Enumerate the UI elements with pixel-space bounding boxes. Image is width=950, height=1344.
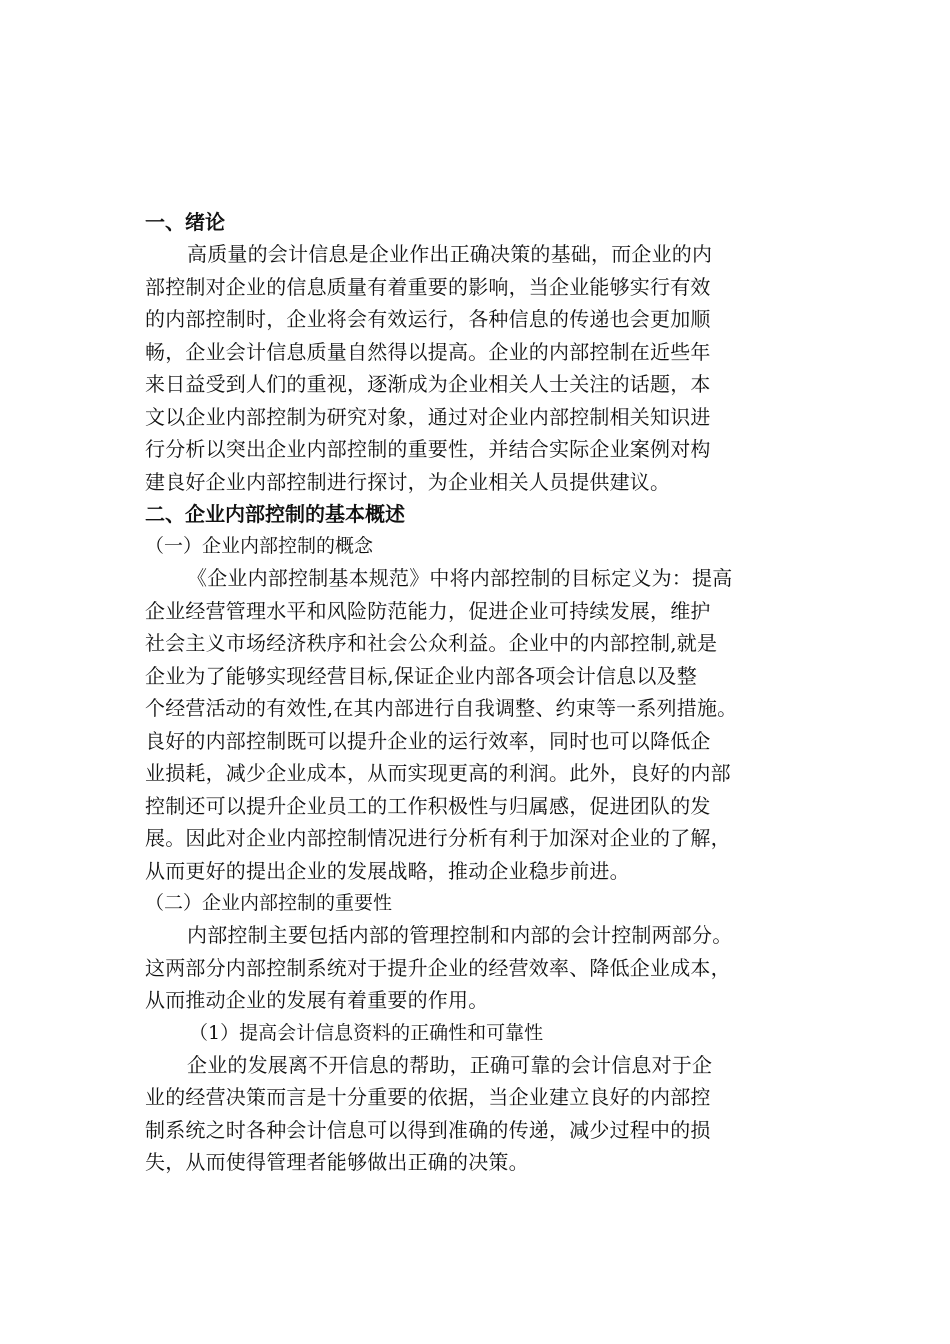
- document-body: [145, 206, 785, 1179]
- section-heading-introduction: 一、绪论: [145, 210, 225, 234]
- paragraph-line: 控制还可以提升企业员工的工作积极性与归属感，促进团队的发: [145, 793, 711, 818]
- importance-paragraph: [145, 919, 785, 1017]
- paragraph-line: 企业经营管理水平和风险防范能力，促进企业可持续发展，维护: [145, 598, 711, 623]
- paragraph-line: 业的经营决策而言是十分重要的依据，当企业建立良好的内部控: [145, 1085, 711, 1109]
- paragraph-line: 部控制对企业的信息质量有着重要的影响，当企业能够实行有效: [145, 274, 711, 299]
- paragraph-line: 从而推动企业的发展有着重要的作用。: [145, 988, 489, 1012]
- paragraph-line: 失，从而使得管理者能够做出正确的决策。: [145, 1150, 529, 1174]
- concept-paragraph: [145, 562, 785, 887]
- paragraph-line: 社会主义市场经济秩序和社会公众利益。企业中的内部控制,就是: [145, 631, 718, 655]
- paragraph-line: 行分析以突出企业内部控制的重要性，并结合实际企业案例对构: [145, 437, 711, 461]
- item-heading-accuracy: （1）提高会计信息资料的正确性和可靠性: [189, 1021, 544, 1044]
- paragraph-line: 从而更好的提出企业的发展战略，推动企业稳步前进。: [145, 858, 630, 883]
- paragraph-line: 建良好企业内部控制进行探讨，为企业相关人员提供建议。: [145, 469, 671, 494]
- paragraph-line: 业损耗，减少企业成本，从而实现更高的利润。此外，良好的内部: [145, 761, 731, 785]
- subsection-heading-concept: （一）企业内部控制的概念: [145, 535, 374, 557]
- subsection-heading-importance: （二）企业内部控制的重要性: [145, 892, 393, 914]
- paragraph-line: 企业的发展离不开信息的帮助，正确可靠的会计信息对于企: [187, 1052, 713, 1077]
- paragraph-line: 来日益受到人们的重视，逐渐成为企业相关人士关注的话题，本: [145, 372, 711, 396]
- paragraph-line: 内部控制主要包括内部的管理控制和内部的会计控制两部分。: [187, 923, 733, 947]
- introduction-paragraph: [145, 238, 785, 498]
- paragraph-line: 良好的内部控制既可以提升企业的运行效率，同时也可以降低企: [145, 728, 711, 753]
- paragraph-line: 这两部分内部控制系统对于提升企业的经营效率、降低企业成本，: [145, 955, 731, 980]
- paragraph-line: 文以企业内部控制为研究对象，通过对企业内部控制相关知识进: [145, 404, 711, 429]
- paragraph-line: 展。因此对企业内部控制情况进行分析有利于加深对企业的了解，: [145, 826, 731, 850]
- paragraph-line: 个经营活动的有效性,在其内部进行自我调整、约束等一系列措施。: [145, 696, 738, 720]
- paragraph-line: 企业为了能够实现经营目标,保证企业内部各项会计信息以及整: [145, 663, 697, 688]
- paragraph-line: 畅，企业会计信息质量自然得以提高。企业的内部控制在近些年: [145, 339, 711, 364]
- section-heading-overview: 二、企业内部控制的基本概述: [145, 502, 405, 526]
- paragraph-line: 制系统之时各种会计信息可以得到准确的传递，减少过程中的损: [145, 1117, 711, 1142]
- paragraph-line: 《企业内部控制基本规范》中将内部控制的目标定义为：提高: [187, 566, 733, 590]
- paragraph-line: 高质量的会计信息是企业作出正确决策的基础，而企业的内: [187, 242, 713, 266]
- paragraph-line: 的内部控制时，企业将会有效运行，各种信息的传递也会更加顺: [145, 307, 711, 331]
- accuracy-paragraph: [145, 1049, 785, 1179]
